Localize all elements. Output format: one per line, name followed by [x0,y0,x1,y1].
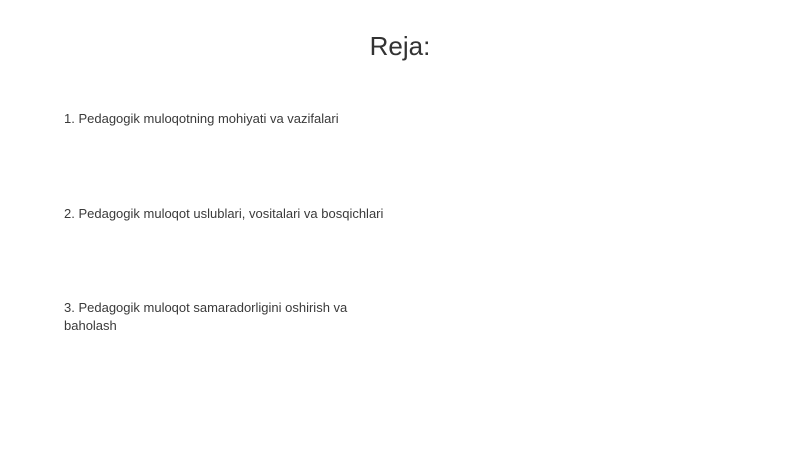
plan-item-2: 2. Pedagogik muloqot uslublari, vositalari va bosqichlari [64,206,384,221]
slide-title: Reja: [369,31,431,61]
plan-item-3: 3. Pedagogik muloqot samaradorligini oshirish va baholash [64,300,348,333]
plan-item-1: 1. Pedagogik muloqotning mohiyati va vazifalari [64,111,339,126]
